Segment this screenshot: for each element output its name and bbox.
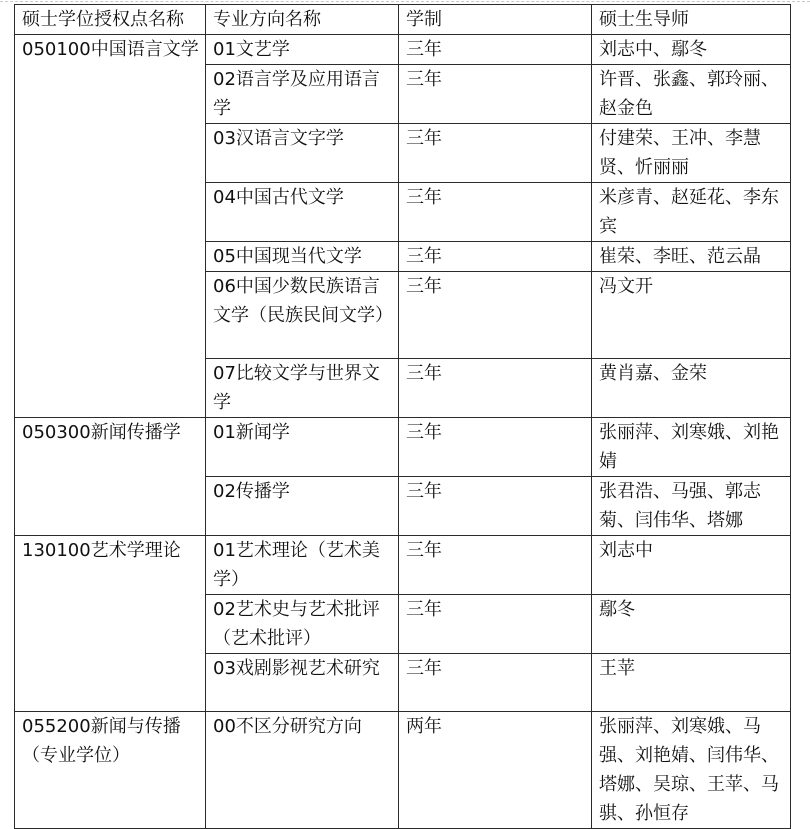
duration-cell: 三年 <box>399 183 592 242</box>
table-row <box>15 35 791 65</box>
degree-cell: 055200新闻与传播（专业学位） <box>15 712 206 829</box>
supervisors-cell: 冯文开 <box>592 272 791 359</box>
table-row <box>15 536 791 595</box>
header-direction: 专业方向名称 <box>206 5 399 35</box>
direction-cell: 07比较文学与世界文学 <box>206 359 399 418</box>
duration-cell: 三年 <box>399 65 592 124</box>
header-duration: 学制 <box>399 5 592 35</box>
supervisors-cell: 刘志中 <box>592 536 791 595</box>
supervisors-cell: 黄肖嘉、金荣 <box>592 359 791 418</box>
supervisors-cell: 张丽萍、刘寒娥、刘艳婧 <box>592 418 791 477</box>
degree-cell: 050100中国语言文学 <box>15 35 206 418</box>
header-supervisors: 硕士生导师 <box>592 5 791 35</box>
direction-cell: 02语言学及应用语言学 <box>206 65 399 124</box>
supervisors-cell: 张君浩、马强、郭志菊、闫伟华、塔娜 <box>592 477 791 536</box>
duration-cell: 三年 <box>399 242 592 272</box>
page-top-divider <box>0 1 810 2</box>
direction-cell: 03戏剧影视艺术研究 <box>206 654 399 712</box>
supervisors-cell: 鄢冬 <box>592 595 791 654</box>
table-row <box>15 712 791 829</box>
duration-cell: 三年 <box>399 359 592 418</box>
table-header-row <box>15 5 791 35</box>
direction-cell: 04中国古代文学 <box>206 183 399 242</box>
table-row <box>15 418 791 477</box>
program-table <box>14 4 791 829</box>
direction-cell: 00不区分研究方向 <box>206 712 399 829</box>
direction-cell: 01新闻学 <box>206 418 399 477</box>
direction-cell: 05中国现当代文学 <box>206 242 399 272</box>
duration-cell: 两年 <box>399 712 592 829</box>
supervisors-cell: 许晋、张鑫、郭玲丽、赵金色 <box>592 65 791 124</box>
duration-cell: 三年 <box>399 418 592 477</box>
duration-cell: 三年 <box>399 477 592 536</box>
duration-cell: 三年 <box>399 272 592 359</box>
duration-cell: 三年 <box>399 595 592 654</box>
supervisors-cell: 米彦青、赵延花、李东宾 <box>592 183 791 242</box>
duration-cell: 三年 <box>399 35 592 65</box>
direction-cell: 02传播学 <box>206 477 399 536</box>
supervisors-cell: 付建荣、王冲、李慧贤、忻丽丽 <box>592 124 791 183</box>
supervisors-cell: 王苹 <box>592 654 791 712</box>
direction-cell: 03汉语言文字学 <box>206 124 399 183</box>
header-degree: 硕士学位授权点名称 <box>15 5 206 35</box>
duration-cell: 三年 <box>399 654 592 712</box>
direction-cell: 06中国少数民族语言文学（民族民间文学） <box>206 272 399 359</box>
duration-cell: 三年 <box>399 124 592 183</box>
supervisors-cell: 刘志中、鄢冬 <box>592 35 791 65</box>
supervisors-cell: 张丽萍、刘寒娥、马强、刘艳婧、闫伟华、塔娜、吴琼、王苹、马骐、孙恒存 <box>592 712 791 829</box>
degree-cell: 130100艺术学理论 <box>15 536 206 712</box>
degree-cell: 050300新闻传播学 <box>15 418 206 536</box>
supervisors-cell: 崔荣、李旺、范云晶 <box>592 242 791 272</box>
direction-cell: 01艺术理论（艺术美学） <box>206 536 399 595</box>
direction-cell: 01文艺学 <box>206 35 399 65</box>
direction-cell: 02艺术史与艺术批评（艺术批评） <box>206 595 399 654</box>
duration-cell: 三年 <box>399 536 592 595</box>
